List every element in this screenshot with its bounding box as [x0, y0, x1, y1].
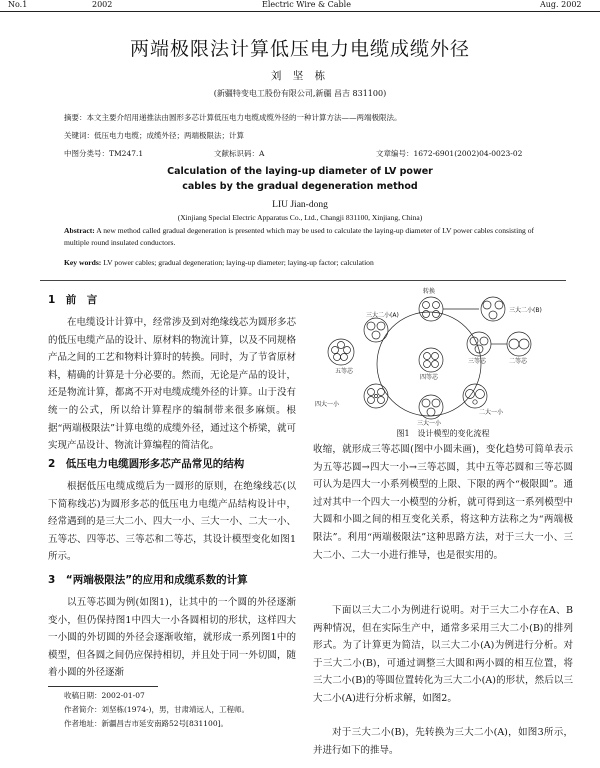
abstract-text: A new method called gradual degeneration is presented which may be used to calculate the laying-up diameter of LV power cables consisting of multiple round insulated conductors. — [64, 226, 535, 247]
journal-name: Electric Wire & Cable — [262, 0, 351, 9]
label-3big-2small-a: 三大二小(A) — [366, 312, 399, 319]
section-1-text: 在电缆设计计算中，经常涉及到对绝缘线芯为圆形多芯的低压电缆产品的设计、原材料的物流计算，以及不同规格产品之间的工艺和物料计算时的转换。同时，为了节省原材料，精确的计算是十分必要的。然而，无论是产品的设计，还是物流计算，都离不开对电缆成缆外径的计算。山于没有统一的公式，所以给计算程序的编制带来很多麻烦。根据“两端极限法”计算电缆的成缆外径，通过这个桥梁，就可实现产品设计、物流计算编程的简洁化。 — [48, 317, 296, 452]
english-title-line2: cables by the gradual degeneration method — [182, 181, 418, 192]
node-3big-2small-a — [364, 318, 388, 342]
section-3-text: 以五等芯圆为例(如图1)，让其中的一个圆的外径逐渐变小，但仍保持图1中四大一小各圆相切的形状，这样四大一小圆的外切圆的外径会逐渐收缩，就形成一系列图1中的模型，但各圆之间仍应保持相切，并且处于同一外切圆，随着小圆的外径逐渐 — [48, 597, 296, 678]
english-author: LIU Jian-dong — [272, 200, 328, 210]
english-affiliation: (Xinjiang Special Electric Apparatus Co., Ltd., Changji 831100, Xinjiang, China) — [177, 213, 423, 222]
label-4-equal: 四等芯 — [420, 374, 439, 381]
node-transform — [419, 297, 443, 321]
author-name: 刘 坚 栋 — [270, 70, 330, 82]
header-divider — [40, 280, 566, 281]
section-3-heading: 3 “两端极限法”的应用和成缆系数的计算 — [48, 574, 248, 586]
author-address: 作者地址：新疆昌吉市延安南路52号[831100]。 — [64, 719, 229, 728]
section-2-heading: 2 低压电力电缆圆形多芯产品常见的结构 — [48, 458, 245, 470]
label-2big-1small: 二大一小 — [479, 409, 504, 416]
english-title-line1: Calculation of the laying-up diameter of LV power — [167, 166, 433, 177]
paper-title: 两端极限法计算低压电力电缆成缆外径 — [129, 38, 470, 60]
right-para-1: 收缩，就形成三等芯圆(图中小圆未画)，变化趋势可简单表示为五等芯圆→四大一小→三等芯圆，其中五等芯圆和三等芯圆可认为是四大一小系列模型的上限、下限的两个“极限圆”。通过对其中一个四大一小模型的分析，就可得到这一系列模型中大圆和小圆之间的相互变化关系，将这种方法称之为“两端极限法”。利用“两端极限法”这种思路方法，对于三大一小、三大二小、二大一小进行推导，也是很实用的。 — [313, 444, 573, 561]
running-header — [0, 0, 600, 12]
issue-year: 2002 — [92, 0, 113, 9]
node-3-equal — [467, 332, 491, 356]
received-date: 收稿日期：2002-01-07 — [64, 691, 145, 700]
figure-1-caption: 图1 设计模型的变化流程 — [396, 429, 490, 438]
label-3big-2small-b: 三大二小(B) — [509, 307, 542, 314]
author-affiliation: (新疆特变电工股份有限公司,新疆 昌吉 831100) — [213, 89, 387, 98]
label-5-equal: 五等芯 — [335, 368, 354, 375]
clc-number: 中图分类号：TM247.1 — [64, 149, 144, 158]
section-2-text: 根据低压电缆成缆后为一圆形的原则，在绝缘线芯(以下简称线芯)为圆形多芯的低压电力电缆产品结构设计中，经常遇到的是三大二小、四大一小、三大一小、二大一小、五等芯、四等芯、三等芯和二等芯，其设计模型变化如图1所示。 — [48, 481, 296, 563]
section-1-heading: 1 前 言 — [48, 294, 98, 306]
article-number: 文章编号：1672-6901(2002)04-0023-02 — [376, 149, 523, 158]
label-4big-1small: 四大一小 — [315, 401, 340, 408]
abstract-label: Abstract: — [64, 226, 95, 235]
node-5-equal — [328, 339, 354, 365]
node-4big-1small — [364, 384, 388, 408]
node-3big-1small — [419, 395, 443, 419]
label-3big-1small: 三大一小 — [417, 420, 442, 426]
keywords-text: LV power cables; gradual degeneration; laying-up diameter; laying-up factor; calculation — [101, 258, 374, 267]
keywords-label: Key words: — [64, 258, 102, 267]
label-3-equal: 三等芯 — [468, 358, 487, 365]
node-4-equal — [419, 348, 443, 372]
label-2-equal: 二等芯 — [509, 358, 528, 365]
issue-date: Aug. 2002 — [540, 0, 582, 9]
english-abstract — [64, 225, 548, 248]
figure-1-diagram — [313, 286, 575, 426]
right-para-3: 对于三大二小(B)，先转换为三大二小(A)，如图3所示，并进行如下的推导。 — [313, 727, 573, 756]
author-bio: 作者简介：刘坚栋(1974-)，男，甘肃靖远人，工程师。 — [64, 705, 249, 714]
footnote-divider — [48, 686, 158, 687]
english-keywords — [64, 258, 548, 267]
keywords-cn: 关键词：低压电力电缆；成缆外径；两端极限法；计算 — [64, 131, 244, 140]
issue-number: No.1 — [8, 0, 28, 9]
abstract-cn: 摘要：本文主要介绍用递推法由圆形多芯计算低压电力电缆成缆外径的一种计算方法——两端极限法。 — [64, 113, 402, 122]
right-para-2: 下面以三大二小为例进行说明。对于三大二小存在A、B两种情况，但在实际生产中，通常多采用三大二小(B)的排列形式。为了计算更为简洁，以三大二小(A)为例进行分析。对于三大二小(B)，可通过调整三大圆和两小圆的相互位置，将三大二小(B)的等圆位置转化为三大二小(A)的形状，然后以三大二小(A)进行分析求解，如图2。 — [313, 605, 573, 704]
doc-code: 文献标识码：A — [214, 149, 265, 158]
node-3big-2small-b — [481, 297, 505, 321]
label-transform: 转换 — [423, 288, 436, 295]
node-2-equal — [507, 332, 531, 356]
